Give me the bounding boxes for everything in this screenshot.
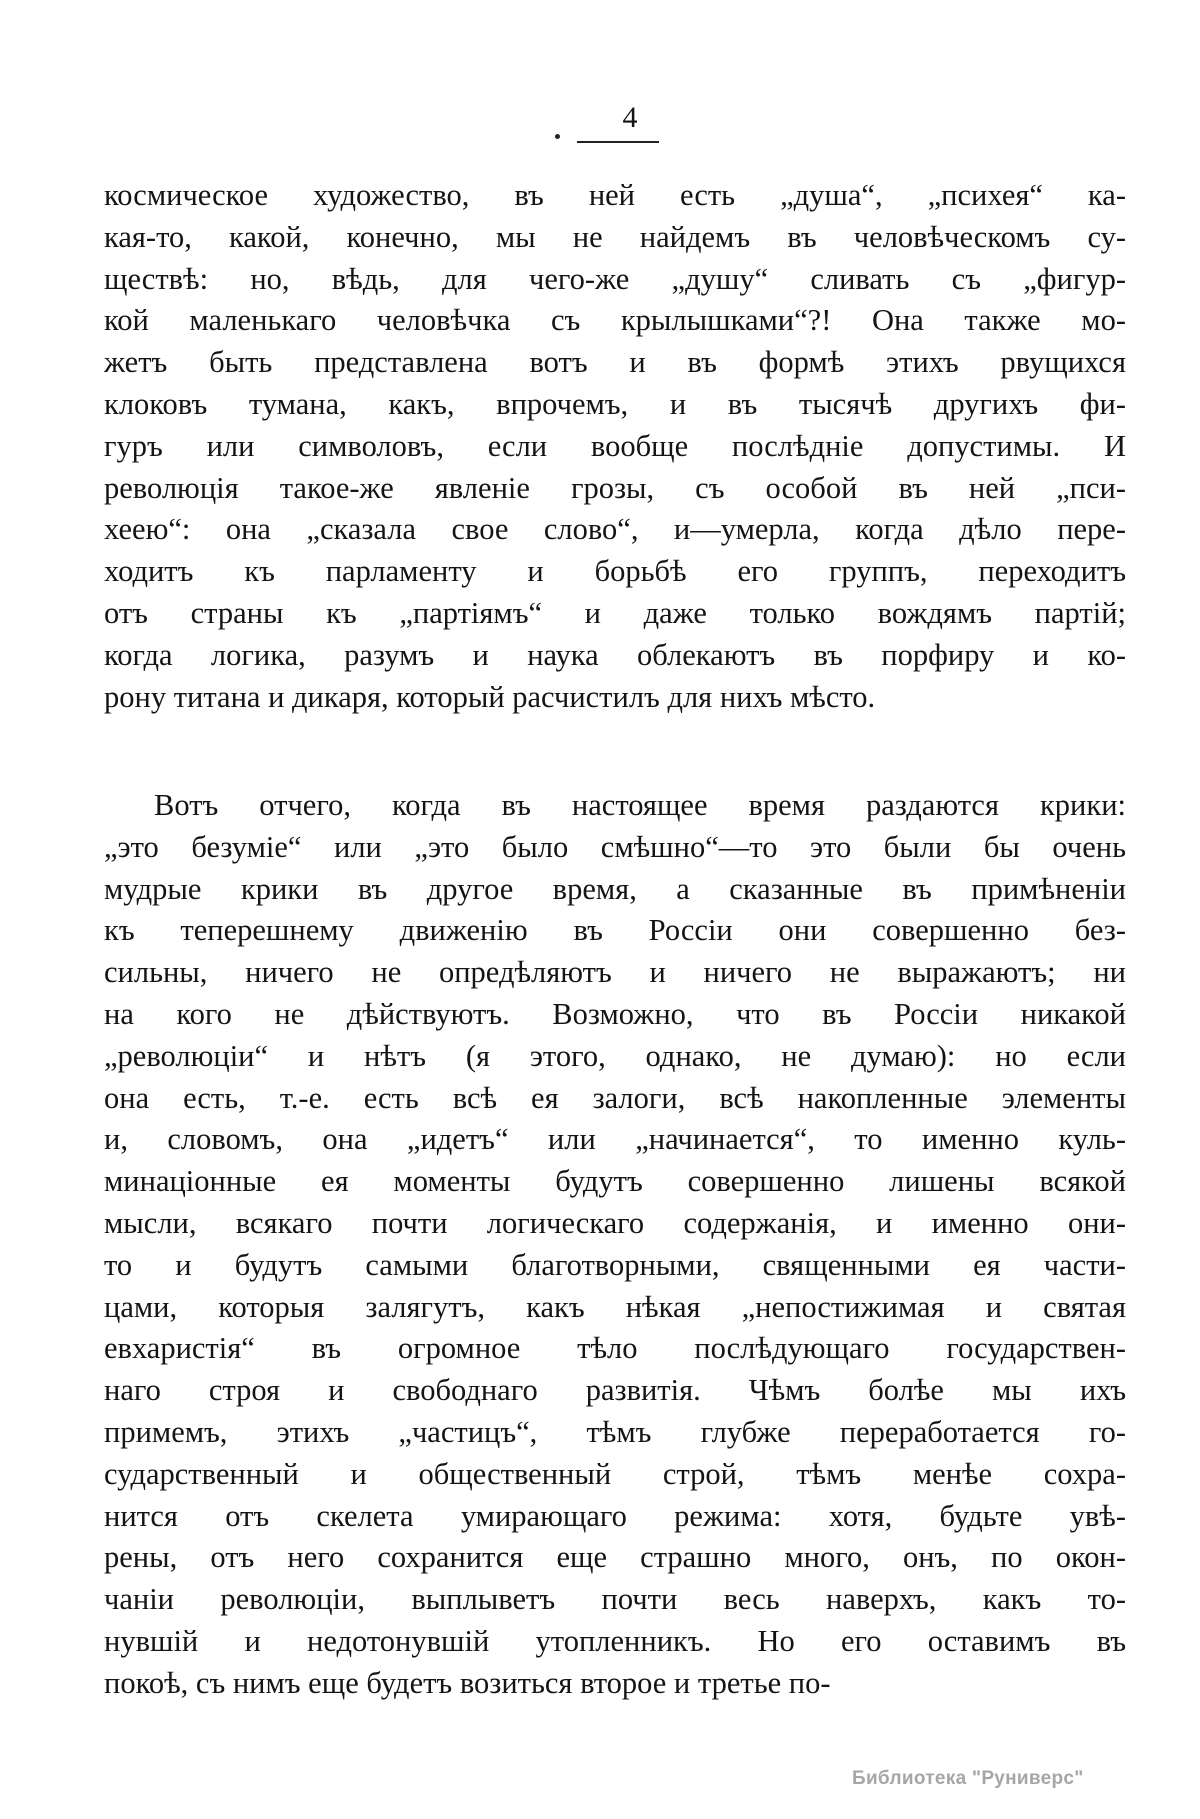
text-line: „революціи“ и нѣтъ (я этого, однако, не думаю): но если [104, 1038, 1126, 1073]
text-line: евхаристія“ въ огромное тѣло послѣдующаго государствен- [104, 1331, 1126, 1366]
text-line: покоѣ, съ нимъ еще будетъ возиться второе и третье по- [104, 1665, 831, 1700]
text-line: рены, отъ него сохранится еще страшно много, онъ, по окон- [104, 1540, 1126, 1575]
page-number-rule [577, 141, 659, 143]
text-line: мысли, всякаго почти логическаго содержанія, и именно они- [104, 1205, 1126, 1240]
text-line: примемъ, этихъ „частицъ“, тѣмъ глубже переработается го- [104, 1414, 1126, 1449]
text-line: ществѣ: но, вѣдь, для чего-же „душу“ сливать съ „фигур- [104, 261, 1126, 296]
text-line: нувшій и недотонувшій утопленникъ. Но его оставимъ въ [104, 1623, 1126, 1658]
text-line: ходитъ къ парламенту и борьбѣ его группъ, переходитъ [104, 554, 1126, 589]
text-line: гуръ или символовъ, если вообще послѣдніе допустимы. И [104, 428, 1126, 463]
paragraph-2 [104, 785, 1126, 1705]
page-number: 4 [622, 101, 638, 134]
text-line: рону титана и дикаря, который расчистилъ для нихъ мѣсто. [104, 679, 876, 714]
text-line: жетъ быть представлена вотъ и въ формѣ этихъ рвущихся [104, 345, 1126, 380]
text-line: Вотъ отчего, когда въ настоящее время раздаются крики: [154, 788, 1126, 822]
text-line: хеею“: она „сказала свое слово“, и—умерла, когда дѣло пере- [104, 512, 1126, 547]
text-line: кая-то, какой, конечно, мы не найдемъ въ человѣческомъ су- [104, 219, 1126, 254]
page-number-dot [555, 134, 560, 139]
paragraph-1 [104, 175, 1126, 718]
text-line: наго строя и свободнаго развитія. Чѣмъ болѣе мы ихъ [104, 1373, 1126, 1408]
text-line: клоковъ тумана, какъ, впрочемъ, и въ тысячѣ другихъ фи- [104, 386, 1126, 421]
text-line: когда логика, разумъ и наука облекаютъ въ порфиру и ко- [104, 637, 1126, 672]
text-line: цами, которыя залягутъ, какъ нѣкая „непостижимая и святая [104, 1289, 1126, 1324]
text-line: минаціонные ея моменты будутъ совершенно лишены всякой [104, 1164, 1126, 1199]
text-line: къ теперешнему движенію въ Россіи они совершенно без- [104, 913, 1126, 948]
library-watermark: Библиотека "Руниверс" [852, 1768, 1084, 1789]
text-line: кой маленькаго человѣчка съ крылышками“?! Она также мо- [104, 303, 1126, 338]
text-line: и, словомъ, она „идетъ“ или „начинается“, то именно куль- [104, 1122, 1126, 1157]
text-line: сильны, ничего не опредѣляютъ и ничего не выражаютъ; ни [104, 955, 1126, 990]
text-line: революція такое-же явленіе грозы, съ особой въ ней „пси- [104, 470, 1126, 505]
text-line: на кого не дѣйствуютъ. Возможно, что въ Россіи никакой [104, 996, 1126, 1031]
text-line: космическое художество, въ ней есть „душа“, „психея“ ка- [104, 178, 1126, 212]
text-line: отъ страны къ „партіямъ“ и даже только вождямъ партій; [104, 595, 1126, 630]
text-line: мудрые крики въ другое время, а сказанные въ примѣненіи [104, 871, 1126, 906]
text-line: сударственный и общественный строй, тѣмъ менѣе сохра- [104, 1456, 1126, 1491]
text-line: „это безуміе“ или „это было смѣшно“—то это были бы очень [104, 829, 1126, 864]
text-line: то и будутъ самыми благотворными, священными ея части- [104, 1247, 1126, 1282]
text-line: чаніи революціи, выплыветъ почти весь наверхъ, какъ то- [104, 1582, 1126, 1617]
text-line: нится отъ скелета умирающаго режима: хотя, будьте увѣ- [104, 1498, 1126, 1533]
text-line: она есть, т.-е. есть всѣ ея залоги, всѣ накопленные элементы [104, 1080, 1126, 1115]
